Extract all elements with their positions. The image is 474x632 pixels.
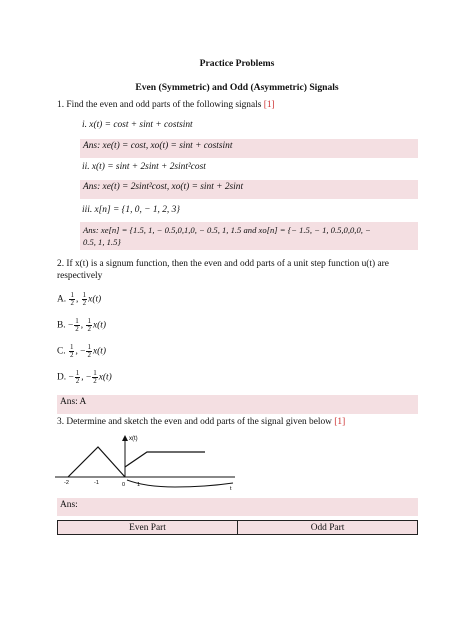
citation-ref: [1] bbox=[334, 417, 346, 427]
fraction: $\frac{1}{2}$ bbox=[75, 369, 80, 385]
citation-ref: [1] bbox=[263, 100, 275, 110]
q3-answer-label: Ans: bbox=[60, 500, 78, 510]
q1-part-iii: iii. x[n] = {1, 0, − 1, 2, 3} bbox=[82, 205, 181, 215]
q1-answer-i-text: Ans: xe(t) = cost, xo(t) = sint + costsint bbox=[83, 141, 233, 151]
option-label: A. bbox=[57, 294, 67, 305]
q1-answer-iii-line1: Ans: xe[n] = {1.5, 1, − 0.5,0,1,0, − 0.5, 1, 1.5 and xo[n] = {− 1.5, − 1, 0.5,0,0,0, − bbox=[83, 225, 371, 235]
option-a: A. $\frac{1}{2}$ , $\frac{1}{2}$ x(t) bbox=[57, 291, 102, 307]
q2-answer bbox=[57, 395, 418, 414]
fraction: $\frac{1}{2}$ bbox=[69, 343, 74, 359]
axis-arrow-icon bbox=[122, 435, 128, 441]
tick-label: 0 bbox=[122, 482, 126, 488]
tick-label: 1 bbox=[137, 482, 141, 488]
table-header-even: Even Part bbox=[58, 521, 238, 535]
fraction: $\frac{1}{2}$ bbox=[87, 343, 91, 359]
triangle-pulse bbox=[68, 447, 125, 477]
option-label: C. bbox=[57, 346, 66, 357]
q1-answer-ii bbox=[80, 180, 418, 199]
tick-label: -1 bbox=[94, 480, 99, 486]
q1-answer-ii-text: Ans: xe(t) = 2sint²cost, xo(t) = sint + 2sint bbox=[83, 182, 244, 192]
option-c: C. $\frac{1}{2}$ , − $\frac{1}{2}$ x(t) bbox=[57, 343, 106, 359]
section-heading: Even (Symmetric) and Odd (Asymmetric) Signals bbox=[135, 82, 339, 93]
ramp-step-segment bbox=[125, 452, 205, 467]
question-2-line1: 2. If x(t) is a signum function, then the even and odd parts of a unit step function u(t) are bbox=[57, 259, 389, 269]
question-1-text: 1. Find the even and odd parts of the following signals bbox=[57, 100, 262, 110]
page-title: Practice Problems bbox=[199, 58, 275, 69]
question-1 bbox=[57, 100, 275, 110]
fraction: $\frac{1}{2}$ bbox=[93, 369, 97, 385]
q1-answer-iii bbox=[80, 222, 418, 250]
fraction: $\frac{1}{2}$ bbox=[70, 291, 74, 307]
q2-answer-text: Ans: A bbox=[60, 397, 87, 407]
decay-curve bbox=[127, 480, 233, 487]
option-label: B. bbox=[57, 320, 66, 331]
tick-label: t bbox=[230, 486, 232, 490]
answer-table bbox=[57, 520, 418, 535]
q1-answer-iii-line2: 0.5, 1, 1.5} bbox=[83, 237, 121, 247]
fraction: $\frac{1}{2}$ bbox=[87, 317, 91, 333]
question-3-text: 3. Determine and sketch the even and odd parts of the signal given below bbox=[57, 417, 332, 427]
q1-answer-i bbox=[80, 139, 418, 158]
fraction: $\frac{1}{2}$ bbox=[75, 317, 79, 333]
fraction: $\frac{1}{2}$ bbox=[82, 291, 87, 307]
signal-graph bbox=[55, 432, 240, 490]
y-axis-label: x(t) bbox=[129, 436, 138, 442]
tick-label: -2 bbox=[64, 480, 69, 486]
q3-answer bbox=[57, 498, 418, 516]
question-2-line2: respectively bbox=[57, 271, 103, 281]
option-d: D. − $\frac{1}{2}$ , − $\frac{1}{2}$ x(t) bbox=[57, 369, 112, 385]
q1-part-i: i. x(t) = cost + sint + costsint bbox=[82, 120, 193, 130]
option-label: D. bbox=[57, 372, 67, 383]
table-header-odd: Odd Part bbox=[238, 521, 418, 535]
question-3 bbox=[57, 417, 345, 427]
q1-part-ii: ii. x(t) = sint + 2sint + 2sint²cost bbox=[82, 162, 206, 172]
table-row bbox=[58, 521, 418, 535]
option-b: B. − $\frac{1}{2}$ , $\frac{1}{2}$ x(t) bbox=[57, 317, 106, 333]
